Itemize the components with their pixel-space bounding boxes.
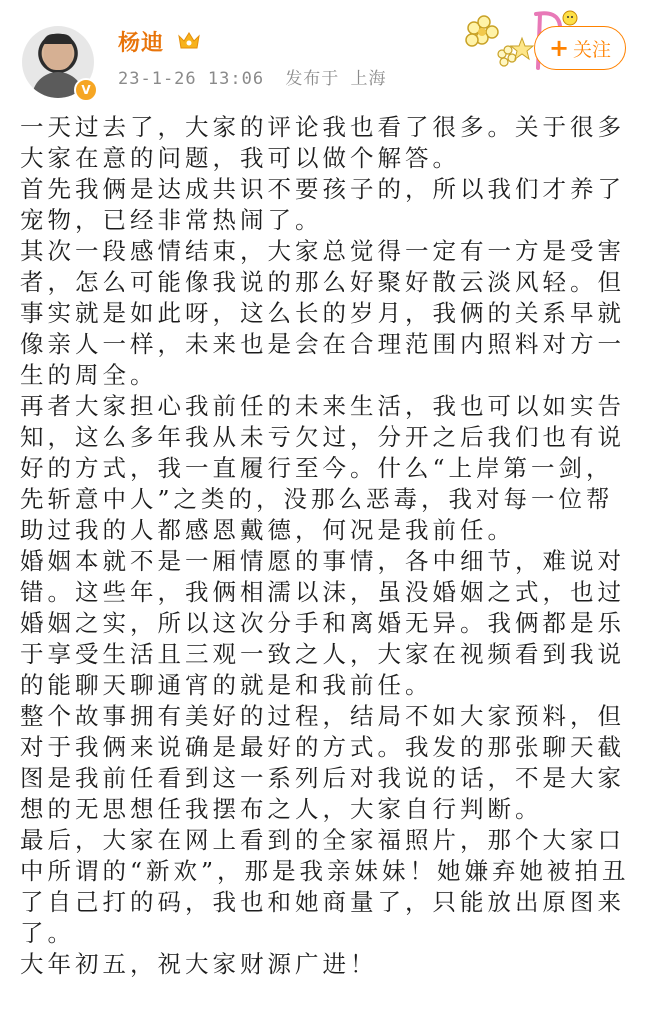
paragraph-3: 其次一段感情结束，大家总觉得一定有一方是受害者，怎么可能像我说的那么好聚好散云淡风轻。但事实就是如此呀，这么长的岁月，我俩的关系早就像亲人一样，未来也是会在合理范围内照料对方一生的周全。 xyxy=(20,237,625,389)
paragraph-7: 最后，大家在网上看到的全家福照片，那个大家口中所谓的“新欢”，那是我亲妹妹！她嫌弃她被拍丑了自己打的码，我也和她商量了，只能放出原图来了。 xyxy=(20,826,630,947)
paragraph-6: 整个故事拥有美好的过程，结局不如大家预料，但对于我俩来说确是最好的方式。我发的那张聊天截图是我前任看到这一系列后对我说的话，不是大家想的无思想任我摆布之人，大家自行判断。 xyxy=(20,702,625,823)
paragraph-5: 婚姻本就不是一厢情愿的事情，各中细节，难说对错。这些年，我俩相濡以沫，虽没婚姻之式，也过婚姻之实，所以这次分手和离婚无异。我俩都是乐于享受生活且三观一致之人，大家在视频看到我说的能聊天聊通宵的就是和我前任。 xyxy=(20,547,625,699)
post-location: 发布于 上海 xyxy=(285,69,387,89)
verified-badge-icon: V xyxy=(74,78,98,102)
avatar-hair xyxy=(43,34,73,44)
paragraph-1: 一天过去了，大家的评论我也看了很多。关于很多大家在意的问题，我可以做个解答。 xyxy=(20,113,625,172)
paragraph-2: 首先我俩是达成共识不要孩子的，所以我们才养了宠物，已经非常热闹了。 xyxy=(20,175,625,234)
paragraph-4: 再者大家担心我前任的未来生活，我也可以如实告知，这么多年我从未亏欠过，分开之后我们也有说好的方式，我一直履行至今。什么“上岸第一剑，先斩意中人”之类的，没那么恶毒，我对每一位帮助过我的人都感恩戴德，何况是我前任。 xyxy=(20,392,625,544)
follow-label: 关注 xyxy=(573,38,612,61)
member-crown-icon xyxy=(176,30,202,52)
follow-button[interactable] xyxy=(534,26,626,70)
plus-icon: + xyxy=(548,34,570,62)
post-time: 23-1-26 13:06 xyxy=(118,69,265,89)
paragraph-8: 大年初五，祝大家财源广进！ xyxy=(20,950,378,978)
post-header xyxy=(0,0,650,110)
post-content xyxy=(20,112,635,980)
author-name[interactable]: 杨迪 xyxy=(118,31,165,56)
post-meta xyxy=(118,64,397,89)
